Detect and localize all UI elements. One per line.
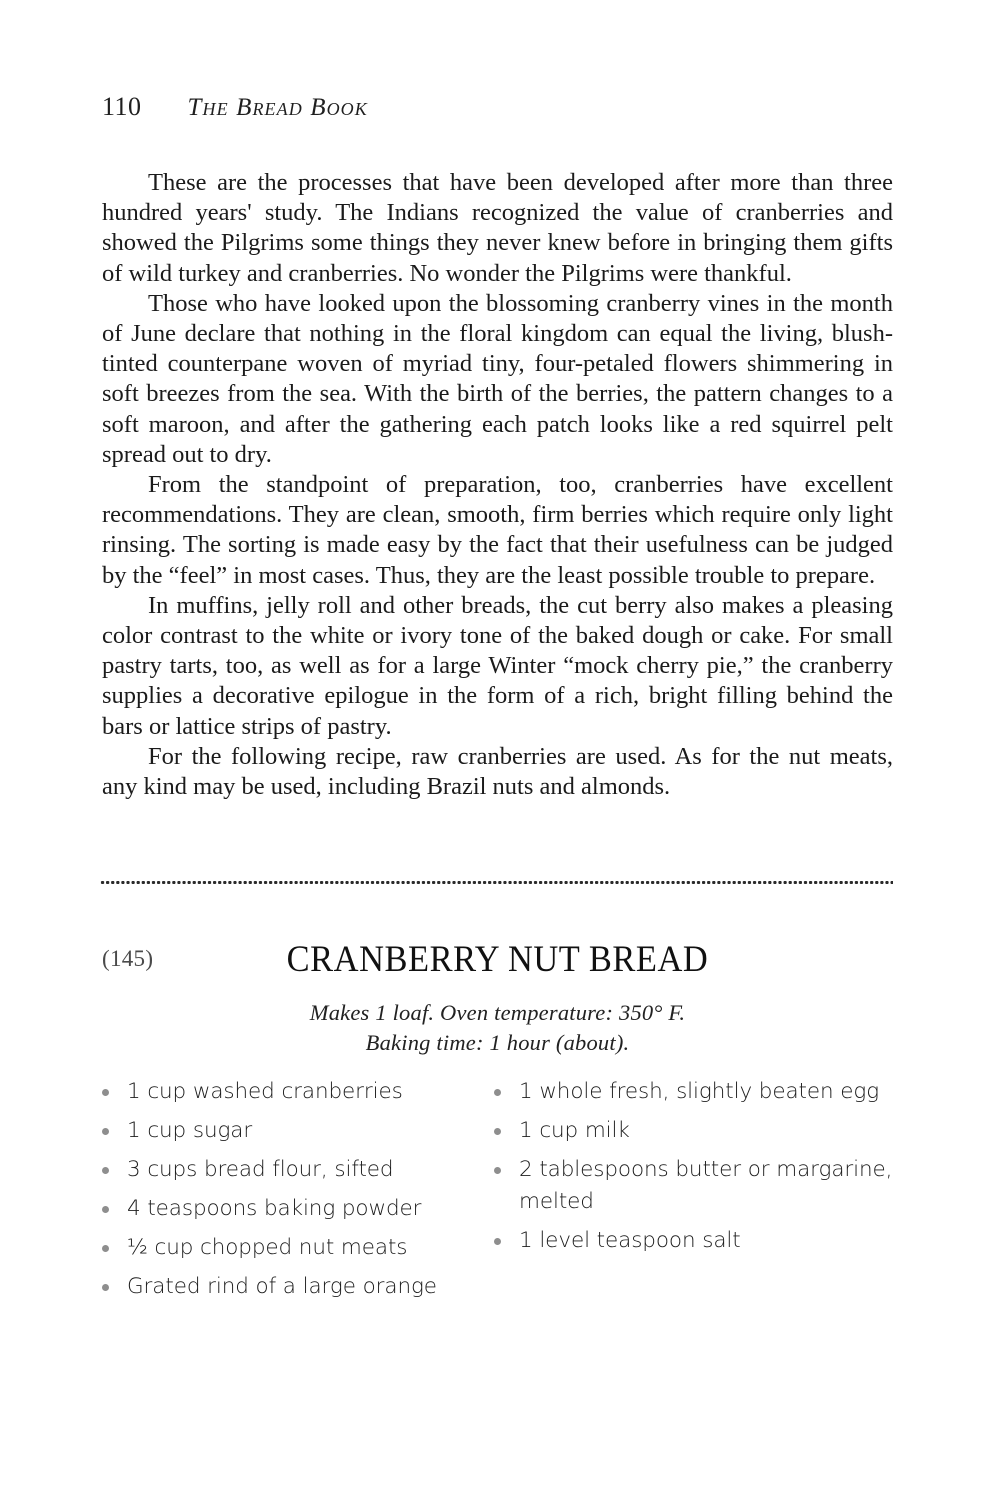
ingredients-list [100, 1076, 900, 1310]
paragraph: For the following recipe, raw cranberries are used. As for the nut meats, any kind may be used, including Brazil nuts and almonds. [102, 742, 893, 801]
ingredients-column-right [492, 1076, 900, 1264]
recipe-title: CRANBERRY NUT BREAD [286, 939, 709, 980]
ingredient-item [100, 1115, 492, 1147]
bullet-icon [102, 1089, 109, 1096]
bullet-icon [494, 1089, 501, 1096]
paragraph: These are the processes that have been developed after more than three hundred years' study. The Indians recognized the value of cranberries and showed the Pilgrims some things they never knew before in bringing them gifts of wild turkey and cranberries. No wonder the Pilgrims were thankful. [102, 169, 893, 287]
ingredient-text: 3 cups bread flour, sifted [127, 1157, 394, 1182]
bullet-icon [494, 1238, 501, 1245]
bullet-icon [102, 1245, 109, 1252]
ingredient-item [100, 1076, 492, 1108]
ingredient-item [100, 1193, 492, 1225]
ingredient-item [492, 1115, 900, 1147]
ingredient-text: 4 teaspoons baking powder [127, 1196, 422, 1221]
page-folio-number: 110 [102, 92, 142, 121]
ingredient-item [100, 1154, 492, 1186]
ingredient-item [492, 1076, 900, 1108]
dotted-divider-rule [100, 880, 893, 885]
paragraph: In muffins, jelly roll and other breads, the cut berry also makes a pleasing color contrast to the white or ivory tone of the baked dough or cake. For small pastry tarts, too, as well as for a large Winter “mock cherry pie,” the cranberry supplies a decorative epilogue in the form of a rich, bright filling behind the bars or lattice strips of pastry. [102, 591, 893, 740]
ingredient-item [492, 1225, 900, 1257]
ingredient-item [100, 1232, 492, 1264]
recipe-baking-time: Baking time: 1 hour (about). [365, 1030, 630, 1055]
ingredient-text: 2 tablespoons butter or margarine, melted [519, 1157, 893, 1214]
bullet-icon [494, 1128, 501, 1135]
ingredient-text: 1 cup sugar [127, 1118, 253, 1143]
ingredient-text: 1 whole fresh, slightly beaten egg [519, 1079, 880, 1104]
paragraph: Those who have looked upon the blossoming cranberry vines in the month of June declare that nothing in the floral kingdom can equal the living, blush-tinted counterpane woven of myriad tiny, four-petaled flowers shimmering in soft breezes from the sea. With the birth of the berries, the pattern changes to a soft maroon, and after the gathering each patch looks like a red squirrel pelt spread out to dry. [102, 289, 893, 468]
ingredients-column-left [100, 1076, 492, 1310]
bullet-icon [494, 1167, 501, 1174]
running-head [102, 92, 893, 126]
body-text [102, 168, 893, 802]
recipe-subtitle [102, 998, 893, 1058]
running-head-book-title: The Bread Book [187, 94, 368, 121]
recipe-yield-and-temperature: Makes 1 loaf. Oven temperature: 350° F. [309, 1000, 686, 1025]
ingredient-text: 1 level teaspoon salt [519, 1228, 741, 1253]
recipe-header [102, 938, 893, 986]
recipe-number: (145) [102, 946, 154, 971]
ingredient-item [100, 1271, 492, 1303]
ingredient-text: ½ cup chopped nut meats [127, 1235, 408, 1260]
ingredient-item [492, 1154, 900, 1218]
ingredient-text: 1 cup milk [519, 1118, 630, 1143]
bullet-icon [102, 1128, 109, 1135]
paragraph: From the standpoint of preparation, too, cranberries have excellent recommendations. They are clean, smooth, firm berries which require only light rinsing. The sorting is made easy by the fact that their usefulness can be judged by the “feel” in most cases. Thus, they are the least possible trouble to prepare. [102, 471, 893, 589]
bullet-icon [102, 1284, 109, 1291]
bullet-icon [102, 1167, 109, 1174]
bullet-icon [102, 1206, 109, 1213]
ingredient-text: Grated rind of a large orange [127, 1274, 437, 1299]
ingredient-text: 1 cup washed cranberries [127, 1079, 403, 1104]
